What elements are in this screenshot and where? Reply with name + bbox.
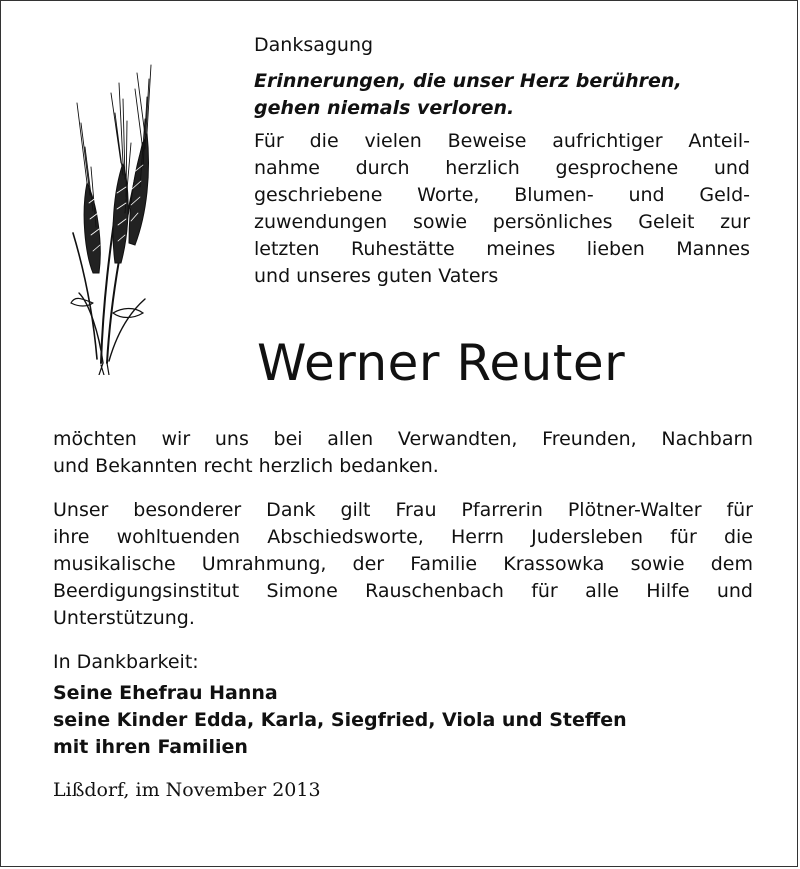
motto-line: Erinnerungen, die unser Herz berühren, [254,70,682,92]
notice-heading: Danksagung [254,34,374,56]
intro-line: Für die vielen Beweise aufrichtiger Anteil- [254,130,750,152]
wheat-ears-icon [63,63,155,375]
signer-line: Seine Ehefrau Hanna [53,682,278,704]
place-date: Lißdorf, im November 2013 [53,779,321,801]
thanks-paragraph [53,426,753,480]
intro-line: geschriebene Worte, Blumen- und Geld- [254,184,750,206]
body-column [53,426,753,804]
intro-line: letzten Ruhestätte meines lieben Mannes [254,238,750,260]
intro-paragraph [254,128,750,290]
intro-line: und unseres guten Vaters [254,265,499,287]
special-thanks-paragraph [53,497,753,632]
thanks-line: möchten wir uns bei allen Verwandten, Freunden, Nachbarn [53,428,753,450]
intro-line: zuwendungen sowie persönliches Geleit zur [254,211,750,233]
special-line: ihre wohltuenden Abschiedsworte, Herrn Judersleben für die [53,526,753,548]
special-line: Unterstützung. [53,607,195,629]
special-line: Beerdigungsinstitut Simone Rauschenbach für alle Hilfe und [53,580,753,602]
closing-phrase: In Dankbarkeit: [53,651,199,673]
special-line: Unser besonderer Dank gilt Frau Pfarrerin Plötner-Walter für [53,499,753,521]
motto [254,68,750,122]
motto-line: gehen niemals verloren. [254,97,515,119]
signers [53,680,753,761]
intro-line: nahme durch herzlich gesprochene und [254,157,750,179]
deceased-name: Werner Reuter [257,334,626,392]
thanks-line: und Bekannten recht herzlich bedanken. [53,455,439,477]
special-line: musikalische Umrahmung, der Familie Krassowka sowie dem [53,553,753,575]
signer-line: mit ihren Familien [53,736,248,758]
top-column [254,31,750,290]
signer-line: seine Kinder Edda, Karla, Siegfried, Viola und Steffen [53,709,627,731]
